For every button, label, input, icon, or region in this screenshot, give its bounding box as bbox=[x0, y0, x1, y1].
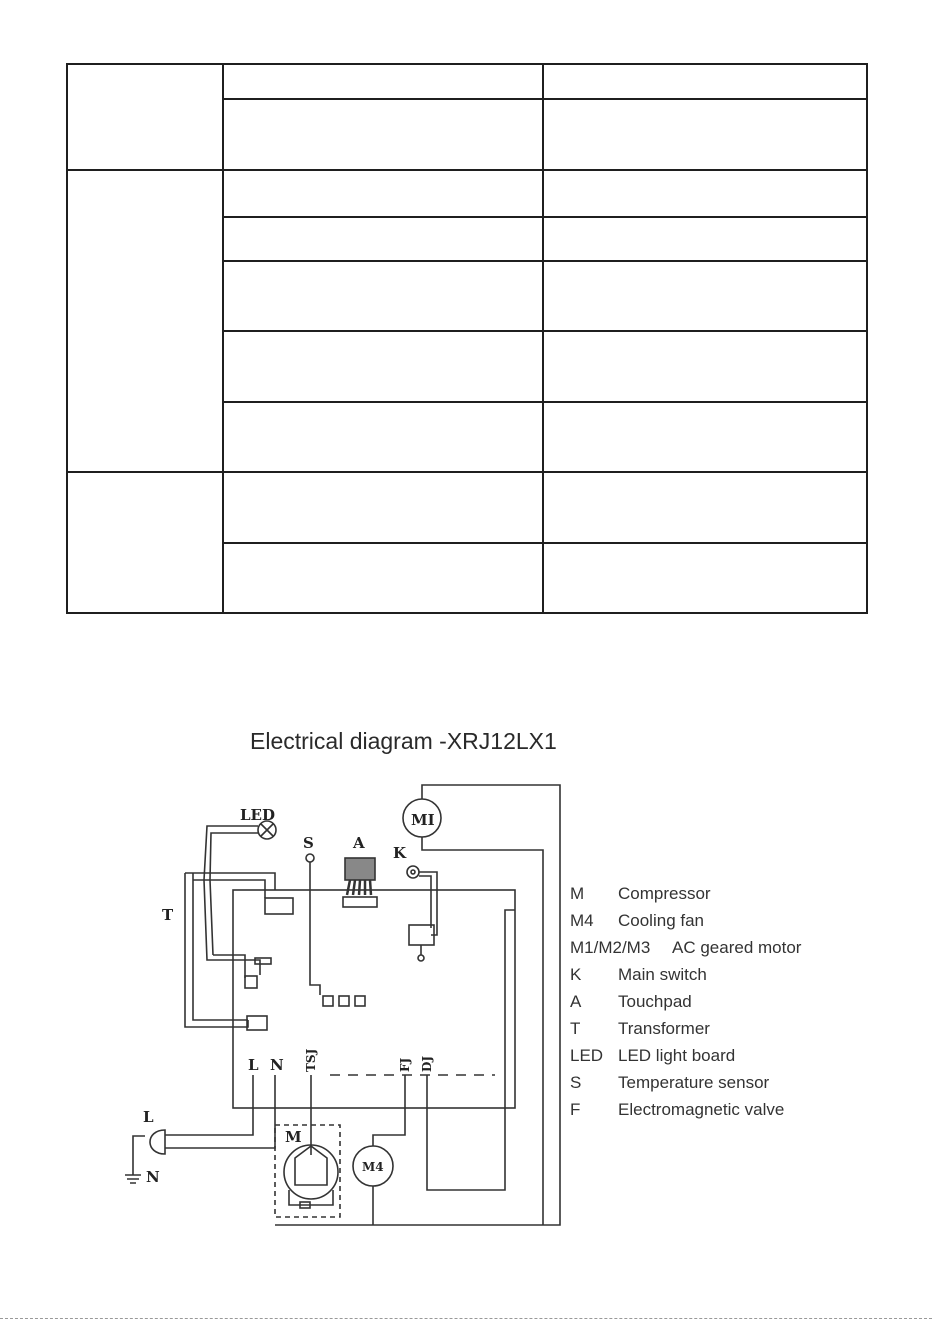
table-cell bbox=[543, 472, 867, 543]
temperature-sensor-symbol bbox=[306, 854, 314, 862]
label-s: S bbox=[303, 834, 314, 852]
legend-code: K bbox=[570, 965, 582, 984]
label-a: A bbox=[353, 834, 365, 852]
legend-desc: Electromagnetic valve bbox=[618, 1100, 785, 1119]
table-cell bbox=[67, 170, 223, 472]
legend-desc: Touchpad bbox=[618, 992, 692, 1011]
table-cell bbox=[223, 261, 543, 331]
table-cell bbox=[223, 99, 543, 170]
legend-code: A bbox=[570, 992, 582, 1011]
legend-desc: Cooling fan bbox=[618, 911, 705, 930]
legend-code: M1/M2/M3 bbox=[570, 938, 651, 957]
label-dj: DJ bbox=[420, 1055, 434, 1072]
label-led: LED bbox=[240, 806, 275, 824]
table-cell bbox=[543, 402, 867, 472]
label-plug-l: L bbox=[143, 1108, 154, 1126]
diagram-labels bbox=[143, 806, 435, 1186]
legend-code: M4 bbox=[570, 911, 594, 930]
label-m4: M4 bbox=[362, 1160, 384, 1174]
table-cell bbox=[223, 472, 543, 543]
table-cell bbox=[223, 170, 543, 217]
page-bottom-rule bbox=[0, 1318, 932, 1319]
circuit-diagram bbox=[115, 780, 585, 1240]
table-cell bbox=[223, 543, 543, 613]
legend-code: F bbox=[570, 1100, 581, 1119]
table-cell bbox=[543, 331, 867, 402]
label-mi: MI bbox=[411, 811, 435, 829]
table-cell bbox=[223, 402, 543, 472]
label-fj: FJ bbox=[398, 1057, 412, 1072]
legend-desc: AC geared motor bbox=[672, 938, 802, 957]
touchpad-symbol bbox=[345, 858, 375, 880]
diagram-title: Electrical diagram -XRJ12LX1 bbox=[250, 728, 557, 754]
legend-code: T bbox=[570, 1019, 581, 1038]
table-cell bbox=[67, 472, 223, 613]
table-cell bbox=[223, 64, 543, 99]
label-l: L bbox=[248, 1056, 259, 1074]
legend-desc: Transformer bbox=[618, 1019, 710, 1038]
table-cell bbox=[543, 217, 867, 261]
table-cell bbox=[223, 217, 543, 261]
main-switch-symbol bbox=[407, 866, 419, 878]
label-n: N bbox=[270, 1056, 284, 1074]
table-cell bbox=[543, 64, 867, 99]
table-cell bbox=[543, 170, 867, 217]
table-cell bbox=[543, 99, 867, 170]
table-cell bbox=[223, 331, 543, 402]
legend-code: M bbox=[570, 884, 585, 903]
label-m: M bbox=[285, 1128, 302, 1146]
spec-table bbox=[66, 63, 868, 614]
legend-desc: LED light board bbox=[618, 1046, 736, 1065]
label-k: K bbox=[393, 844, 407, 862]
label-tsj: TSJ bbox=[304, 1048, 318, 1072]
legend-desc: Temperature sensor bbox=[618, 1073, 770, 1092]
table-cell bbox=[543, 261, 867, 331]
legend-code: LED bbox=[570, 1046, 604, 1065]
legend-desc: Compressor bbox=[618, 884, 711, 903]
legend-code: S bbox=[570, 1073, 582, 1092]
table-cell bbox=[67, 64, 223, 170]
label-plug-n: N bbox=[146, 1168, 160, 1186]
table-cell bbox=[543, 543, 867, 613]
label-t: T bbox=[162, 906, 174, 924]
legend-desc: Main switch bbox=[618, 965, 707, 984]
